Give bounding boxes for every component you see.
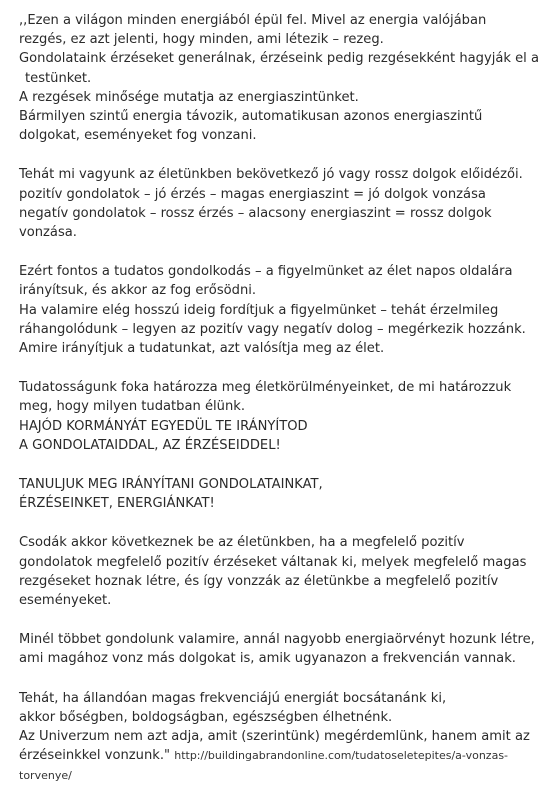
text-line: meg, hogy milyen tudatban élünk.	[19, 399, 246, 415]
text-line: rezgéseket hoznak létre, és így vonzzák az életünkbe a megfelelő pozitív	[19, 573, 499, 589]
text-line: rezgés, ez azt jelenti, hogy minden, ami létezik – rezeg.	[19, 32, 384, 48]
text-line: Tehát mi vagyunk az életünkben bekövetkező jó vagy rossz dolgok előidézői.	[19, 167, 523, 183]
text-line: Gondolataink érzéseket generálnak, érzéseink pedig rezgésekként hagyják el a	[19, 51, 539, 67]
text-line: Tudatosságunk foka határozza meg életkörülményeinket, de mi határozzuk	[19, 380, 512, 396]
text-line: TANULJUK MEG IRÁNYÍTANI GONDOLATAINKAT,	[19, 477, 323, 493]
text-line: Amire irányítjuk a tudatunkat, azt valósítja meg az élet.	[19, 341, 385, 357]
text-line: Tehát, ha állandóan magas frekvenciájú energiát bocsátanánk ki,	[19, 690, 447, 706]
quote-document	[19, 11, 544, 805]
text-line: vonzása.	[19, 225, 77, 241]
text-line: eseményeket.	[19, 593, 112, 609]
text-line: ami magához vonz más dolgokat is, amik ugyanazon a frekvencián vannak.	[19, 651, 516, 667]
paragraph-1	[19, 11, 544, 145]
paragraph-8	[19, 689, 544, 785]
paragraph-7	[19, 630, 544, 668]
text-line: Minél többet gondolunk valamire, annál nagyobb energiaörvényt hozunk létre,	[19, 632, 535, 648]
text-line: A GONDOLATAIDDAL, AZ ÉRZÉSEIDDEL!	[19, 437, 281, 453]
text-line: Bármilyen szintű energia távozik, automatikusan azonos energiaszintű	[19, 109, 483, 125]
text-line: Csodák akkor következnek be az életünkben, ha a megfelelő pozitív	[19, 535, 465, 551]
paragraph-2	[19, 165, 544, 242]
text-line: Az Univerzum nem azt adja, amit (szerintünk) megérdemlünk, hanem amit az	[19, 729, 530, 745]
source-url[interactable]: http://buildingabrandonline.com/tudatoseletepites/a-vonzas-	[174, 749, 509, 763]
text-line: HAJÓD KORMÁNYÁT EGYEDÜL TE IRÁNYÍTOD	[19, 418, 308, 434]
text-line: akkor bőségben, boldogságban, egészségben élhetnénk.	[19, 709, 393, 725]
text-line-with-source	[19, 746, 544, 765]
text-line: negatív gondolatok – rossz érzés – alacsony energiaszint = rossz dolgok	[19, 205, 492, 221]
text-line: Ha valamire elég hosszú ideig fordítjuk a figyelmünket – tehát érzelmileg	[19, 302, 499, 318]
text-line: ráhangolódunk – legyen az pozitív vagy negatív dolog – megérkezik hozzánk.	[19, 321, 526, 337]
text-line: pozitív gondolatok – jó érzés – magas energiaszint = jó dolgok vonzása	[19, 186, 486, 202]
text-line: irányítsuk, és akkor az fog erősödni.	[19, 283, 257, 299]
text-line: gondolatok megfelelő pozitív érzéseket váltanak ki, melyek megfelelő magas	[19, 554, 527, 570]
text-line: ÉRZÉSEINKET, ENERGIÁNKAT!	[19, 496, 215, 512]
source-url-continued[interactable]: torvenye/	[19, 768, 72, 782]
text-line: ,,Ezen a világon minden energiából épül fel. Mivel az energia valójában	[19, 13, 487, 28]
paragraph-4	[19, 378, 544, 455]
paragraph-3	[19, 262, 544, 358]
text-line: Ezért fontos a tudatos gondolkodás – a figyelmünket az élet napos oldalára	[19, 264, 513, 280]
paragraph-6	[19, 533, 544, 610]
paragraph-5	[19, 475, 544, 513]
text-line: testünket.	[25, 70, 92, 86]
text-line: A rezgések minősége mutatja az energiaszintünket.	[19, 89, 359, 105]
closing-quote-text: érzéseinkkel vonzunk."	[19, 748, 171, 764]
text-line: dolgokat, eseményeket fog vonzani.	[19, 128, 257, 144]
